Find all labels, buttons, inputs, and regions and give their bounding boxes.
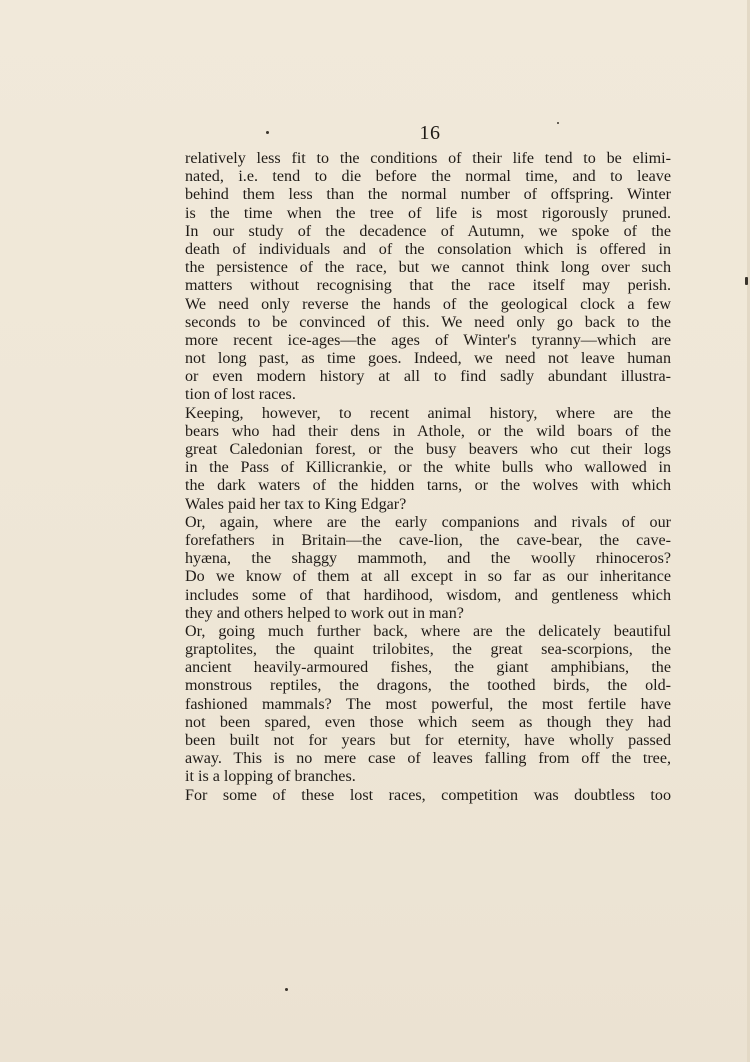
text-line: graptolites, the quaint trilobites, the great sea-scorpions, the bbox=[185, 641, 671, 659]
text-line: tion of lost races. bbox=[185, 386, 296, 404]
text-line: been built not for years but for eternity, have wholly passed bbox=[185, 732, 671, 749]
text-line: more recent ice-ages—the ages of Winter's tyranny—which are bbox=[185, 331, 671, 349]
text-line: or even modern history at all to find sadly abundant illustra- bbox=[185, 368, 671, 386]
text-line: they and others helped to work out in man? bbox=[185, 604, 464, 622]
text-line: hyæna, the shaggy mammoth, and the woolly rhinoceros? bbox=[185, 550, 671, 568]
text-line: fashioned mammals? The most powerful, the most fertile have bbox=[185, 695, 671, 713]
text-line: in the Pass of Killicrankie, or the white bulls who wallowed in bbox=[185, 459, 671, 477]
print-speck bbox=[557, 122, 559, 124]
text-line: forefathers in Britain—the cave-lion, the cave-bear, the cave- bbox=[185, 531, 671, 549]
text-line: seconds to be convinced of this. We need only go back to the bbox=[185, 313, 671, 331]
body-text bbox=[185, 150, 671, 805]
page-number: 16 bbox=[419, 122, 441, 144]
text-line: behind them less than the normal number of offspring. Winter bbox=[185, 186, 671, 204]
text-line: the dark waters of the hidden tarns, or the wolves with which bbox=[185, 477, 671, 495]
text-line: monstrous reptiles, the dragons, the toothed birds, the old- bbox=[185, 677, 671, 695]
text-line: Or, again, where are the early companions and rivals of our bbox=[185, 513, 671, 531]
text-line: Wales paid her tax to King Edgar? bbox=[185, 495, 407, 513]
text-line: For some of these lost races, competition was doubtless too bbox=[185, 786, 671, 804]
text-line: it is a lopping of branches. bbox=[185, 768, 356, 786]
text-line: We need only reverse the hands of the geological clock a few bbox=[185, 295, 671, 313]
text-line: relatively less fit to the conditions of their life tend to be elimi- bbox=[185, 150, 671, 167]
text-line: death of individuals and of the consolation which is offered in bbox=[185, 240, 671, 258]
text-line: Keeping, however, to recent animal history, where are the bbox=[185, 404, 671, 422]
text-line: Or, going much further back, where are the delicately beautiful bbox=[185, 622, 671, 640]
text-line: is the time when the tree of life is most rigorously pruned. bbox=[185, 204, 671, 222]
text-line: not been spared, even those which seem as though they had bbox=[185, 713, 671, 731]
text-line: great Caledonian forest, or the busy beavers who cut their logs bbox=[185, 441, 671, 458]
text-line: the persistence of the race, but we cannot think long over such bbox=[185, 259, 671, 277]
print-speck bbox=[745, 277, 748, 285]
text-line: matters without recognising that the race itself may perish. bbox=[185, 277, 671, 295]
text-line: bears who had their dens in Athole, or the wild boars of the bbox=[185, 422, 671, 440]
text-line: not long past, as time goes. Indeed, we need not leave human bbox=[185, 350, 671, 368]
print-speck bbox=[266, 131, 269, 134]
text-line: away. This is no mere case of leaves falling from off the tree, bbox=[185, 750, 671, 768]
print-speck bbox=[285, 988, 288, 991]
text-line: In our study of the decadence of Autumn, we spoke of the bbox=[185, 222, 671, 240]
text-line: includes some of that hardihood, wisdom, and gentleness which bbox=[185, 586, 671, 604]
text-line: ancient heavily-armoured fishes, the giant amphibians, the bbox=[185, 659, 671, 677]
text-line: nated, i.e. tend to die before the normal time, and to leave bbox=[185, 168, 671, 186]
text-line: Do we know of them at all except in so far as our inheritance bbox=[185, 568, 671, 586]
